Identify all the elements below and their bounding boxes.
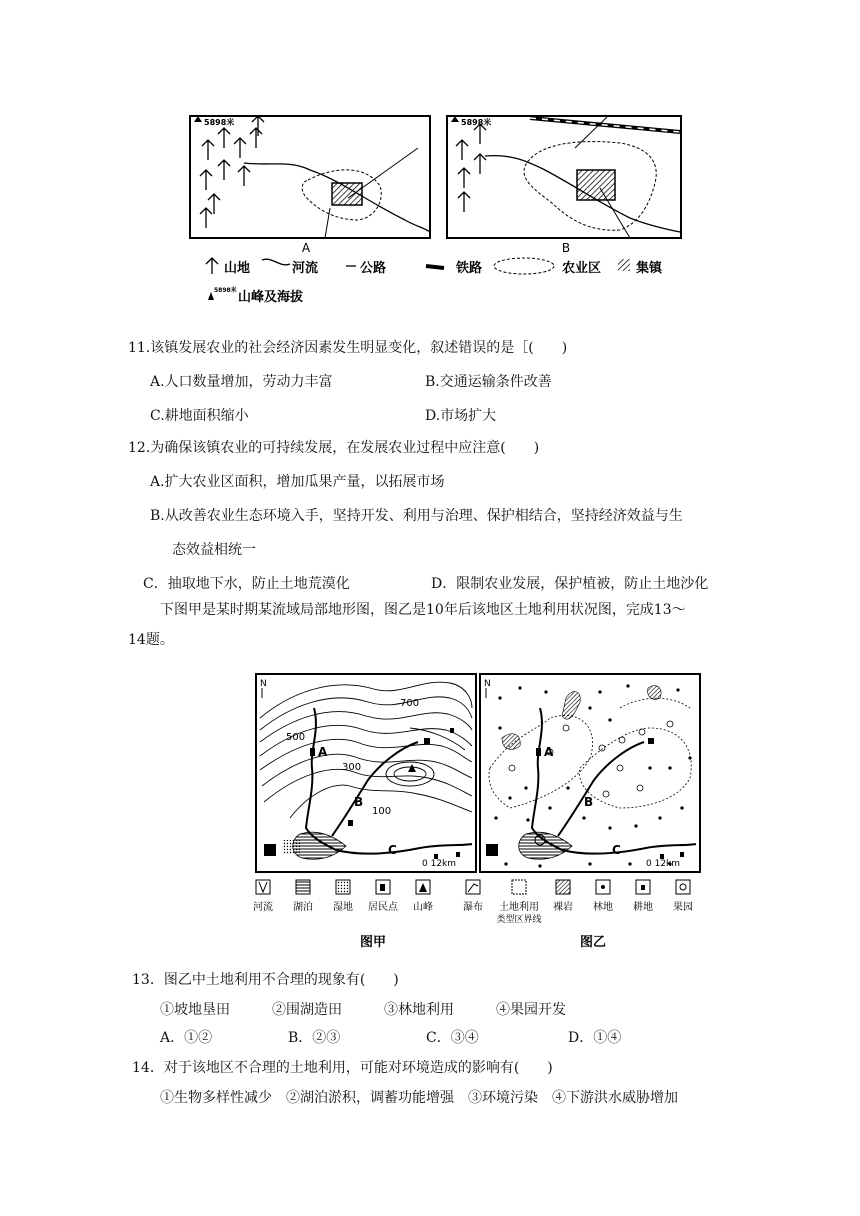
panel-a-label: A [301,241,311,255]
q14-items: ①生物多样性减少 ②湖泊淤积，调蓄功能增强 ③环境污染 ④下游洪水威胁增加 [160,1090,678,1106]
scale-jia: 0 12km [422,859,457,869]
contour-100: 100 [372,806,392,817]
legend-settlement: 居民点 [368,902,398,913]
q12-option-a: A.扩大农业区面积，增加瓜果产量，以拓展市场 [150,474,445,490]
legend-forest: 林地 [593,902,613,913]
contour-500: 500 [286,732,306,743]
legend-river-2: 河流 [253,902,273,913]
legend-town: 集镇 [636,261,663,276]
map-yi [480,674,700,872]
figure-land-use [250,668,726,954]
q12-stem: 12.为确保该镇农业的可持续发展，在发展农业过程中应注意( ) [128,440,540,456]
figure2-legend [253,880,693,925]
caption-jia: 图甲 [360,935,387,950]
q13-option-a: A．①② [160,1030,213,1046]
legend-row-1 [206,258,663,276]
legend-peak-value: 5898米 [214,287,237,294]
q11-option-b: B.交通运输条件改善 [425,374,552,390]
legend-mountain: 山地 [224,261,251,276]
peak-label-a: 5898米 [204,118,235,127]
q12-option-b-line2: 态效益相统一 [172,542,256,558]
q11-option-d: D.市场扩大 [425,408,497,424]
figure-land-use-svg [250,668,726,954]
legend-river: 河流 [292,261,319,276]
q11-option-c: C.耕地面积缩小 [150,408,249,424]
point-b-yi: B [584,795,594,809]
intro-line1: 下图甲是某时期某流域局部地形图，图乙是10年后该地区土地利用状况图，完成13～ [160,602,686,618]
north-yi: N [484,679,491,689]
q13-option-d: D．①④ [568,1030,622,1046]
intro-line2: 14题。 [128,632,174,648]
legend-railway: 铁路 [456,261,483,276]
contour-lines [260,682,472,818]
panel-a [190,116,430,238]
q12-option-d: D．限制农业发展，保护植被，防止土地沙化 [431,576,709,592]
point-c-jia: C [388,843,397,857]
scale-yi: 0 12km [646,859,681,869]
point-c-yi: C [612,843,621,857]
contour-700: 700 [400,698,420,709]
map-jia [256,674,476,872]
panel-b-label: B [561,241,571,255]
q13-option-b: B．②③ [288,1030,341,1046]
north-jia: N [260,679,267,689]
contour-300: 300 [342,762,362,773]
caption-yi: 图乙 [580,935,607,950]
legend-lake: 湖泊 [293,902,313,913]
legend-wetland: 湿地 [333,902,353,913]
point-a-yi: A [544,745,554,759]
q12-option-c: C．抽取地下水，防止土地荒漠化 [143,576,350,592]
legend-peak: 山峰及海拔 [238,290,304,305]
legend-orchard: 果园 [673,902,693,913]
q11-stem: 11.该镇发展农业的社会经济因素发生明显变化，叙述错误的是［( ) [128,340,568,356]
legend-farmland: 耕地 [633,902,653,913]
legend-peak-2: 山峰 [413,902,433,913]
legend-land-use-1: 土地利用 [499,902,539,913]
figure-agri-town-svg [180,108,690,308]
legend-waterfall: 瀑布 [463,902,483,913]
q14-stem: 14．对于该地区不合理的土地利用，可能对环境造成的影响有( ) [132,1060,553,1076]
legend-land-use-2: 类型区界线 [496,915,542,925]
q12-option-b-line1: B.从改善农业生态环境入手，坚持开发、利用与治理、保护相结合，坚持经济效益与生 [150,508,683,524]
legend-agri: 农业区 [562,261,602,276]
figure-agri-town [180,108,690,308]
q13-stem: 13．图乙中土地利用不合理的现象有( ) [132,972,399,988]
mountain-icons-a [200,116,264,228]
land-use-boundaries [489,698,691,808]
mountain-icons-b [456,124,486,212]
q13-option-c: C．③④ [426,1030,479,1046]
legend-road: 公路 [360,261,387,276]
legend-bare-rock: 裸岩 [553,902,573,913]
q11-option-a: A.人口数量增加，劳动力丰富 [150,374,333,390]
q13-items: ①坡地垦田 ②围湖造田 ③林地利用 ④果园开发 [160,1002,566,1018]
peak-label-b: 5898米 [461,118,492,127]
point-b-jia: B [354,795,364,809]
point-a-jia: A [318,745,328,759]
panel-b [447,116,681,238]
